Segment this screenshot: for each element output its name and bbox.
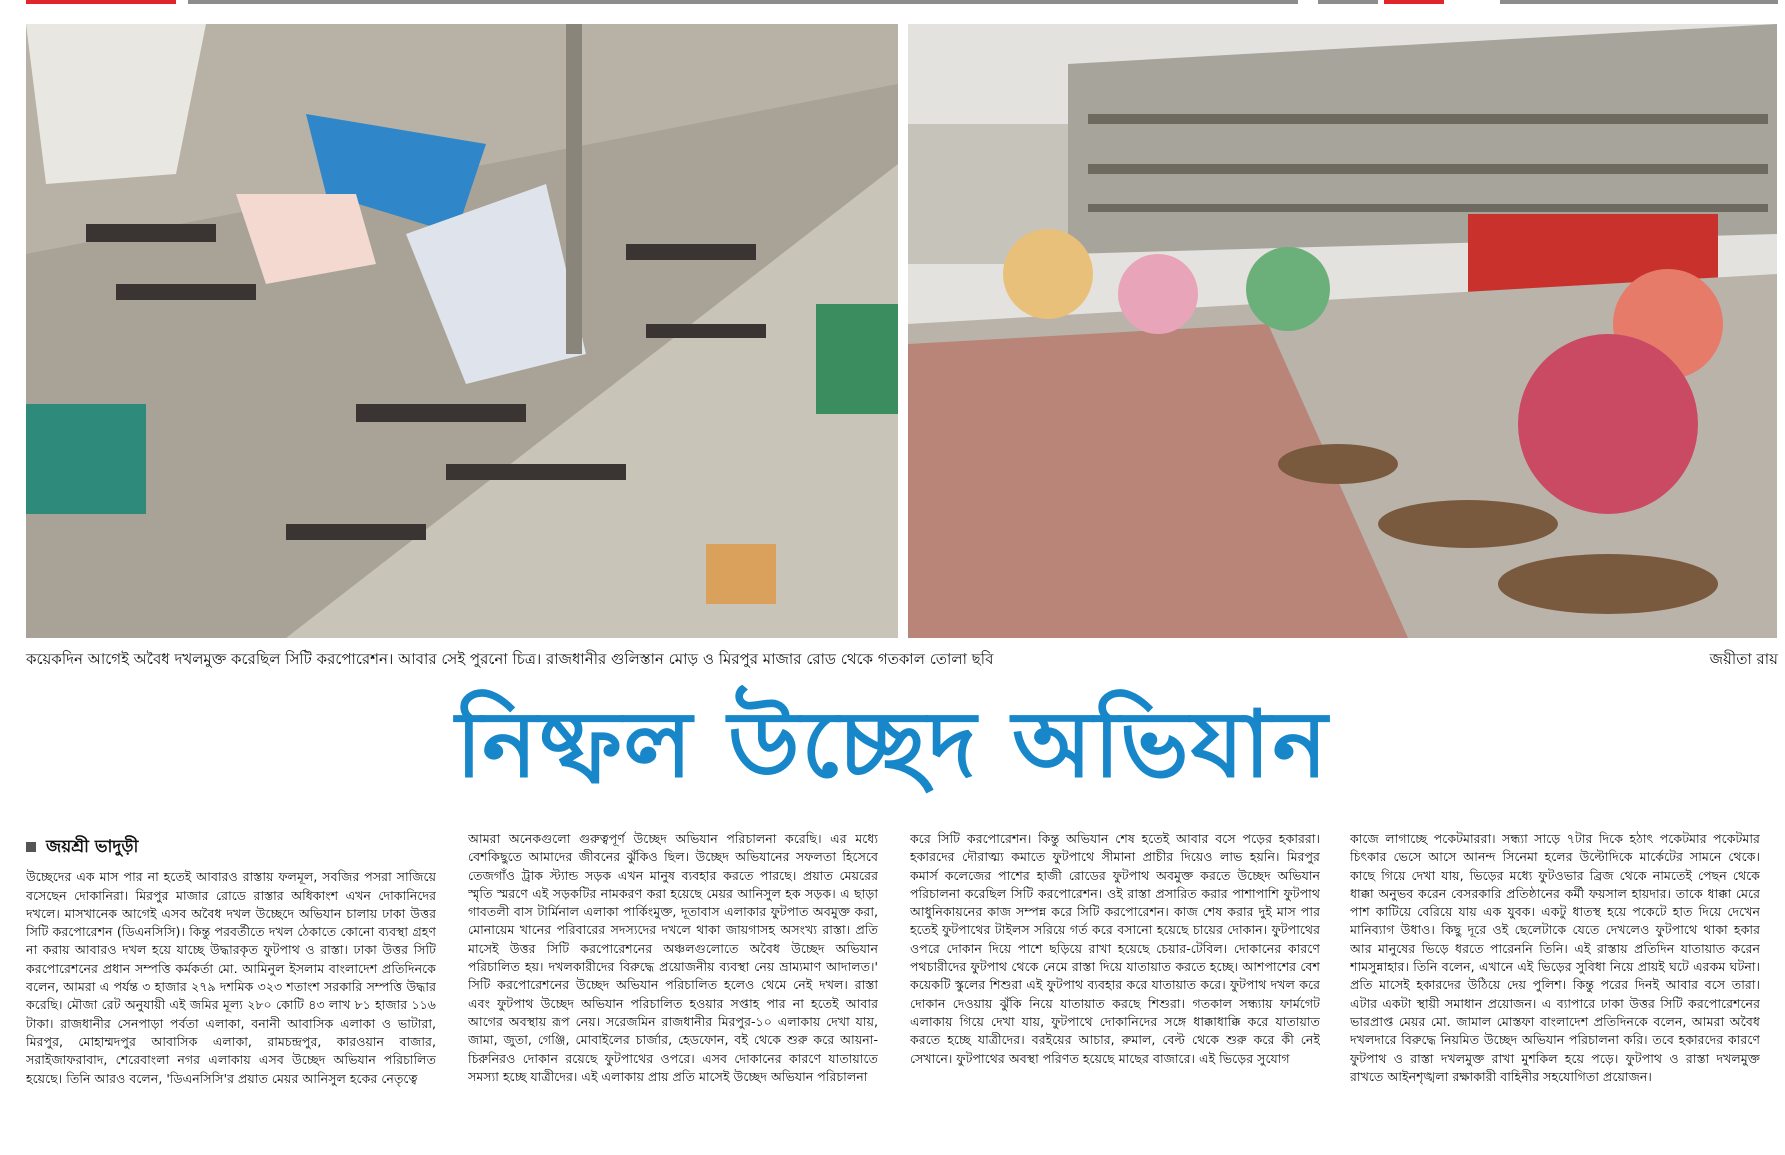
headline: নিষ্ফল উচ্ছেদ অভিযান bbox=[455, 691, 1330, 798]
photo-gulistan-street bbox=[26, 24, 898, 638]
column-text: আমরা অনেকগুলো গুরুত্বপূর্ণ উচ্ছেদ অভিযান পরিচালনা করেছি। এর মধ্যে বেশকিছুতে আমাদের জীবনের ঝুঁকিও ছিল। উচ্ছেদ অভিযানের সফলতা হিসেবে তেজগাঁও ট্রাক স্ট্যান্ড সড়ক এখন মানুষ ব্যবহার করতে পারছে। প্রয়াত মেয়রের স্মৃতি স্মরণে এই সড়কটির নামকরণ করা হয়েছে মেয়র আনিসুল হক সড়ক। এ ছাড়া গাবতলী বাস টার্মিনাল এলাকা পার্কিংমুক্ত, দূতাবাস এলাকার ফুটপাত অবমুক্ত করা, মোনায়েম খানের পরিবারের সদস্যদের দখলে থাকা জায়গাসহ অসংখ্য রাস্তা। প্রতি মাসেই উত্তর সিটি করপোরেশনের অঞ্চলগুলোতে অবৈধ উচ্ছেদ অভিযান পরিচালিত হয়। দখলকারীদের বিরুদ্ধে প্রয়োজনীয় ব্যবস্থা নেয় ভ্রাম্যমাণ আদালত।' সিটি করপোরেশনের উচ্ছেদ অভিযান পরিচালিত হলেও থেমে নেই দখল। রাস্তা এবং ফুটপাথ উচ্ছেদ অভিযান পরিচালিত হওয়ার সপ্তাহ পার না হতেই আবার আগের অবস্থায় রূপ নেয়। সরেজমিন রাজধানীর মিরপুর-১০ এলাকায় দেখা যায়, জামা, জুতা, গেঞ্জি, মোবাইলের চার্জার, হেডফোন, বই থেকে শুরু করে আয়না-চিরুনিরও দোকান রয়েছে ফুটপাথের ওপরে। এসব দোকানের কারণে যাতায়াতে সমস্যা হচ্ছে যাত্রীদের। এই এলাকায় প্রায় প্রতি মাসেই উচ্ছেদ অভিযান পরিচালনা bbox=[468, 831, 878, 1084]
photo-caption: কয়েকদিন আগেই অবৈধ দখলমুক্ত করেছিল সিটি করপোরেশন। আবার সেই পুরনো চিত্র। রাজধানীর গুলিস্তান মোড় ও মিরপুর মাজার রোড থেকে গতকাল তোলা ছবি bbox=[26, 650, 994, 668]
photo-caption-row bbox=[26, 648, 1778, 670]
byline-author: জয়শ্রী ভাদুড়ী bbox=[46, 837, 139, 857]
article-column-3 bbox=[910, 830, 1320, 1152]
photo-mirpur-vendors bbox=[908, 24, 1777, 638]
byline bbox=[26, 838, 436, 856]
photo-credit: জয়ীতা রায় bbox=[1709, 650, 1778, 668]
article-column-2 bbox=[468, 830, 878, 1152]
column-text: উচ্ছেদের এক মাস পার না হতেই আবারও রাস্তায় ফলমূল, সবজির পসরা সাজিয়ে বসেছেন দোকানিরা। মিরপুর মাজার রোডে রাস্তার অধিকাংশ এখন দোকানিদের দখলে। মাসখানেক আগেই এসব অবৈধ দখল উচ্ছেদে অভিযান চালায় ঢাকা উত্তর সিটি করপোরেশন (ডিএনসিসি)। কিন্তু পরবর্তীতে দখল ঠেকাতে কোনো ব্যবস্থা গ্রহণ না করায় আবারও দখল হয়ে যাচ্ছে উদ্ধারকৃত ফুটপাথ ও রাস্তা। ঢাকা উত্তর সিটি করপোরেশনের প্রধান সম্পত্তি কর্মকর্তা মো. আমিনুল ইসলাম বাংলাদেশ প্রতিদিনকে বলেন, আমরা এ পর্যন্ত ৩ হাজার ২৭৯ দশমিক ৩২৩ শতাংশ সরকারি সম্পত্তি উদ্ধার করেছি। মৌজা রেট অনুযায়ী এই জমির মূল্য ২৮০ কোটি ৪৩ লাখ ৮১ হাজার ১১৬ টাকা। রাজধানীর সেনপাড়া পর্বতা এলাকা, বনানী আবাসিক এলাকা ও ভাটারা, মিরপুর, মোহাম্মদপুর আবাসিক এলাকা, রামচন্দ্রপুর, কারওয়ান বাজার, সরাইজাফরাবাদ, শেরেবাংলা নগর এলাকায় এসব উচ্ছেদ অভিযান পরিচালিত হয়েছে। তিনি আরও বলেন, 'ডিএনসিসি'র প্রয়াত মেয়র আনিসুল হকের নেতৃত্বে bbox=[26, 869, 436, 1086]
top-rule bbox=[0, 0, 1785, 4]
article-column-4 bbox=[1350, 830, 1760, 1152]
column-text: কাজে লাগাচ্ছে পকেটমাররা। সন্ধ্যা সাড়ে ৭টার দিকে হঠাৎ পকেটমার পকেটমার চিৎকার ভেসে আসে আনন্দ সিনেমা হলের উল্টোদিকে মার্কেটের সামনে থেকে। কাছে গিয়ে দেখা যায়, ভিড়ের মধ্যে ফুটওভার ব্রিজ থেকে নামতেই পেছন থেকে ধাক্কা অনুভব করেন বেসরকারি প্রতিষ্ঠানের কর্মী ফয়সাল হায়দার। তাকে ধাক্কা মেরে পাশ কাটিয়ে বেরিয়ে যায় এক যুবক। একটু ধাতস্থ হয়ে পকেটে হাত দিয়ে দেখেন মানিব্যাগ উধাও। কিছু দূরে ওই ছেলেটাকে যেতে দেখলেও ফুটপাথে থাকা হকার আর মানুষের ভিড়ে ধরতে পারেননি তিনি। এই রাস্তায় প্রতিদিন যাতায়াত করেন শামসুন্নাহার। তিনি বলেন, এখানে এই ভিড়ের সুবিধা নিয়ে প্রায়ই ঘটে এরকম ঘটনা। প্রতি মাসেই হকারদের উঠিয়ে দেয় পুলিশ। কিন্তু পরের দিনই আবার বসে তারা। এটার একটা স্থায়ী সমাধান প্রয়োজন। এ ব্যাপারে ঢাকা উত্তর সিটি করপোরেশনের ভারপ্রাপ্ত মেয়র মো. জামাল মোস্তফা বাংলাদেশ প্রতিদিনকে বলেন, আমরা অবৈধ দখলদারে বিরুদ্ধে নিয়মিত উচ্ছেদ অভিযান পরিচালনা করি। তবে হকারদের কারণে ফুটপাথ ও রাস্তা দখলমুক্ত রাখা মুশকিল হয়ে পড়ে। ফুটপাথ ও রাস্তা দখলমুক্ত রাখতে আইনশৃঙ্খলা রক্ষাকারী বাহিনীর সহযোগিতা প্রয়োজন। bbox=[1350, 831, 1760, 1084]
column-text: করে সিটি করপোরেশন। কিন্তু অভিযান শেষ হতেই আবার বসে পড়ের হকাররা। হকারদের দৌরাত্ম্য কমাতে ফুটপাথে সীমানা প্রাচীর দিয়েও লাভ হয়নি। মিরপুর কমার্স কলেজের পাশের হাজী রোডের ফুটপাথ অবমুক্ত করতে উচ্ছেদ অভিযান পরিচালনা করেছিল সিটি করপোরেশন। ওই রাস্তা প্রসারিত করার পাশাপাশি ফুটপাথ আধুনিকায়নের কাজ সম্পন্ন করে সিটি করপোরেশন। কাজ শেষ করার দুই মাস পার হতেই ফুটপাথের টাইলস সরিয়ে গর্ত করে বসানো হয়েছে চায়ের দোকান। ফুটপাথের ওপরে দোকান দিয়ে পাশে ছড়িয়ে রাখা হয়েছে চেয়ার-টেবিল। দোকানের কারণে পথচারীদের ফুটপাথ থেকে নেমে রাস্তা দিয়ে যাতায়াত করতে হচ্ছে। আশপাশের বেশ কয়েকটি স্কুলের শিশুরা এই ফুটপাথ ব্যবহার করে যাতায়াত করে। ফুটপাথ দখল করে দোকান দেওয়ায় ঝুঁকি নিয়ে যাতায়াত করছে শিশুরা। গতকাল সন্ধ্যায় ফার্মগেট এলাকায় গিয়ে দেখা যায়, ফুটপাথে দোকানিদের সঙ্গে ধাক্কাধাক্কি করে যাতায়াত করতে হচ্ছে যাত্রীদের। বরইয়ের আচার, রুমাল, বেল্ট থেকে শুরু করে কী নেই সেখানে। ফুটপাথের অবস্থা পরিণত হয়েছে মাছের বাজারে। এই ভিড়ের সুযোগ bbox=[910, 831, 1320, 1066]
article-column-1 bbox=[26, 832, 436, 1154]
byline-square-icon bbox=[26, 842, 36, 852]
